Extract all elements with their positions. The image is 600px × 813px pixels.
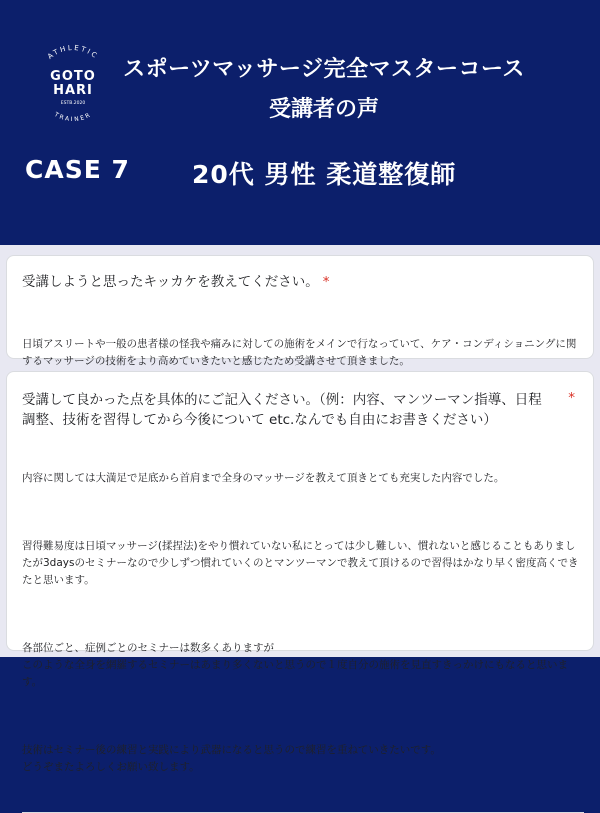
answer-paragraph: 習得難易度は日頃マッサージ(揉捏法)をやり慣れていない私にとっては少し難しい、慣れないと感じることもありましたが3daysのセミナーなので少しずつ慣れていくのとマンツーマンで教えて頂けるので習得はかなり早く密度高くできたと思います。 (22, 540, 579, 586)
answer-paragraph: 技術はセミナー後の練習と実践により武器になると思うので練習を重ねていきたいです。 どうぞまたよろしくお願い致します。 (22, 744, 441, 773)
question-card-motivation (6, 255, 594, 367)
case-description: 20代 男性 柔道整復師 (192, 160, 457, 189)
answer-paragraph: 各部位ごと、症例ごとのセミナーは数多くありますが このような全身を網羅するセミナーはあまり多くないと思うので１度自分の施術を見直すきっかけにもなると思います。 (22, 642, 568, 688)
logo-est: ESTB.2020 (60, 101, 86, 106)
answer-paragraph: 日頃アスリートや一般の患者様の怪我や痛みに対しての施術をメインで行なっていて、ケア・コンディショニングに関するマッサージの技術をより高めていきたいと感じたため受講させて頂きました。 (22, 338, 577, 367)
header-banner (0, 0, 600, 245)
question-label: 受講しようと思ったキッカケを教えてください。 (22, 274, 319, 290)
answer-text (22, 436, 584, 813)
logo-ring-top: ATHLETIC (46, 43, 100, 61)
logo-text-top: GOTO (50, 69, 96, 84)
case-number: CASE 7 (25, 155, 130, 184)
logo-text-bottom: HARI (53, 83, 93, 98)
logo-ring-bottom: TRAINER (53, 111, 93, 124)
required-mark: * (568, 390, 575, 406)
question-title (7, 272, 345, 292)
question-label: 受講して良かった点を具体的にご記入ください。（例：内容、マンツーマン指導、日程調整、技術を習得してから今後について etc.なんでも自由にお書きください） (22, 392, 542, 428)
page-title: スポーツマッサージ完全マスターコース (123, 57, 525, 82)
question-card-good-points (6, 371, 594, 773)
answer-paragraph: 内容に関しては大満足で足底から首肩まで全身のマッサージを教えて頂きとても充実した内容でした。 (22, 472, 505, 484)
required-mark: * (322, 274, 330, 290)
page-subtitle: 受講者の声 (268, 97, 379, 122)
